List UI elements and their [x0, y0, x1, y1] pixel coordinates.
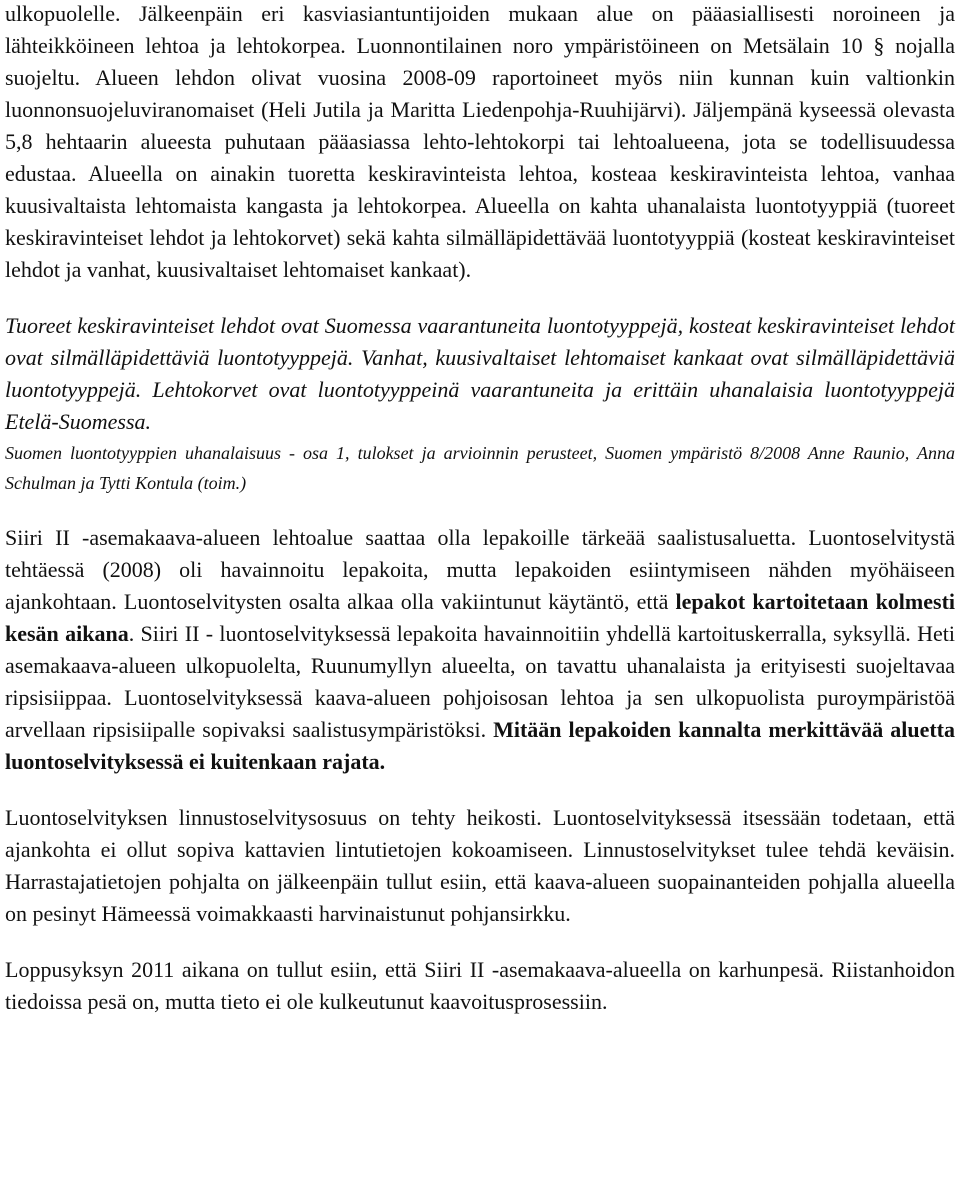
- paragraph-bats-text-2: . Siiri II - luontoselvityksessä lepakoita havainnoitiin yhdellä kartoituskerralla, syksyllä. Heti asemakaava-alueen ulkopuolelta, Ruunumyllyn alueelta, on tavattu uhanalaista ja erityisesti suojeltavaa ripsisiippaa. Luontoselvityksessä kaava-alueen pohjoisosan lehtoa ja sen ulkopuolista puroympäristöä arvellaan ripsisiipalle sopivaksi saalistusympäristöksi.: [5, 621, 955, 742]
- paragraph-gap: [5, 286, 955, 310]
- paragraph-bats-emphasis-1: lepakot kartoitetaan kolmesti kesän aikana: [5, 589, 956, 646]
- source-citation: Suomen luontotyyppien uhanalaisuus - osa 1, tulokset ja arvioinnin perusteet, Suomen ympäristö 8/2008 Anne Raunio, Anna Schulman ja Tytti Kontula (toim.): [5, 443, 955, 493]
- paragraph-bats-emphasis-2: Mitään lepakoiden kannalta merkittävää aluetta luontoselvityksessä ei kuitenkaan rajata.: [5, 717, 955, 774]
- paragraph-habitat-status: Tuoreet keskiravinteiset lehdot ovat Suomessa vaarantuneita luontotyyppejä, kosteat keskiravinteiset lehdot ovat silmälläpidettäviä luontotyyppejä. Vanhat, kuusivaltaiset lehtomaiset kankaat ovat silmälläpidettäviä luontotyyppejä. Lehtokorvet ovat luontotyyppeinä vaarantuneita ja erittäin uhanalaisia luontotyyppejä Etelä-Suomessa.: [5, 313, 955, 434]
- paragraph-bats: [5, 522, 955, 778]
- document-page: [5, 0, 955, 1018]
- paragraph-gap: [5, 498, 955, 522]
- paragraph-forest-area: ulkopuolelle. Jälkeenpäin eri kasviasiantuntijoiden mukaan alue on pääasiallisesti noroineen ja lähteikköineen lehtoa ja lehtokorpea. Luonnontilainen noro ympäristöineen on Metsälain 10 § nojalla suojeltu. Alueen lehdon olivat vuosina 2008-09 raportoineet myös niin kunnan kuin valtionkin luonnonsuojeluviranomaiset (Heli Jutila ja Maritta Liedenpohja-Ruuhijärvi). Jäljempänä kyseessä olevasta 5,8 hehtaarin alueesta puhutaan pääasiassa lehto-lehtokorpi tai lehtoalueena, jota se todellisuudessa edustaa. Alueella on ainakin tuoretta keskiravinteista lehtoa, kosteaa keskiravinteista lehtoa, vanhaa kuusivaltaista lehtomaista kangasta ja lehtokorpea. Alueella on kahta uhanalaista luontotyyppiä (tuoreet keskiravinteiset lehdot ja lehtokorvet) sekä kahta silmälläpidettävää luontotyyppiä (kosteat keskiravinteiset lehdot ja vanhat, kuusivaltaiset lehtomaiset kankaat).: [5, 1, 955, 282]
- paragraph-gap: [5, 930, 955, 954]
- paragraph-birds: Luontoselvityksen linnustoselvitysosuus on tehty heikosti. Luontoselvityksessä itsessään todetaan, että ajankohta ei ollut sopiva kattavien lintutietojen kokoamiseen. Linnustoselvitykset tulee tehdä keväisin. Harrastajatietojen pohjalta on jälkeenpäin tullut esiin, että kaava-alueen suopainanteiden pohjalla alueella on pesinyt Hämeessä voimakkaasti harvinaistunut pohjansirkku.: [5, 805, 955, 926]
- paragraph-bats-text-1: Siiri II -asemakaava-alueen lehtoalue saattaa olla lepakoille tärkeää saalistusaluetta. Luontoselvitystä tehtäessä (2008) oli havainnoitu lepakoita, mutta lepakoiden esiintymiseen nähden myöhäiseen ajankohtaan. Luontoselvitysten osalta alkaa olla vakiintunut käytäntö, että: [5, 525, 955, 614]
- paragraph-gap: [5, 778, 955, 802]
- paragraph-bear-den: Loppusyksyn 2011 aikana on tullut esiin, että Siiri II -asemakaava-alueella on karhunpesä. Riistanhoidon tiedoissa pesä on, mutta tieto ei ole kulkeutunut kaavoitusprosessiin.: [5, 957, 955, 1014]
